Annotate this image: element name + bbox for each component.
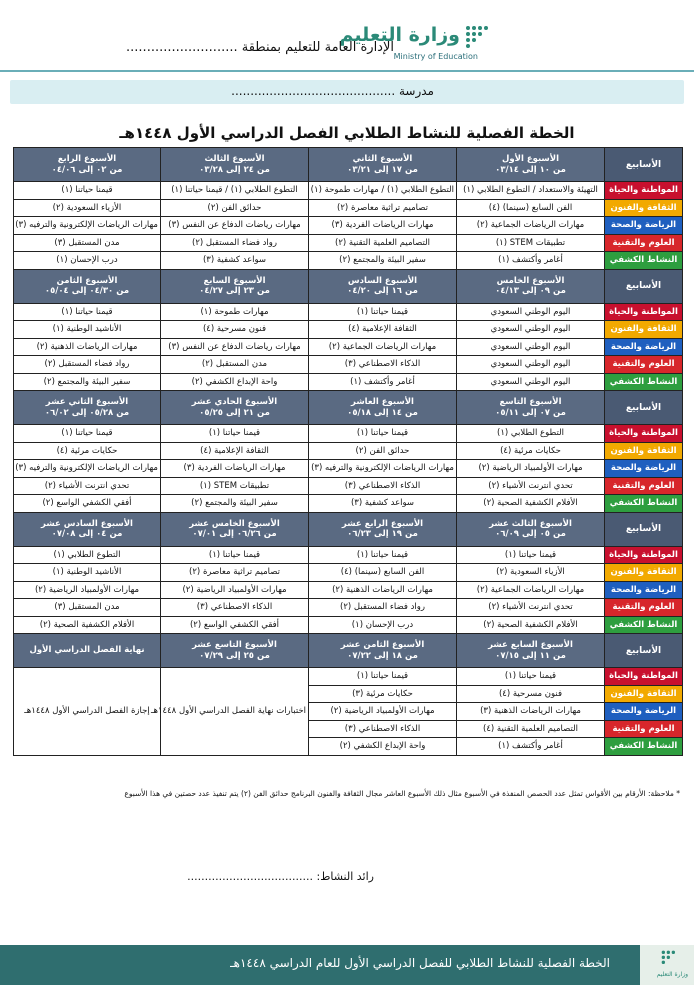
- table-row: [14, 425, 683, 443]
- activity-cell: مهارات الأولمبياد الرياضية (٢): [14, 581, 161, 599]
- week-name: الأسبوع الخامس عشر: [189, 518, 280, 529]
- activity-cell: قيمنا حياتنا (١): [309, 546, 457, 564]
- weeks-label: الأسابيع: [605, 391, 683, 425]
- footer-logo-icon: [660, 949, 680, 969]
- week-header-row: [14, 148, 683, 182]
- week-header: [161, 512, 309, 546]
- activity-cell: قيمنا حياتنا (١): [457, 546, 605, 564]
- activity-cell: أغامر وأكتشف (١): [309, 373, 457, 391]
- table-row: [14, 495, 683, 513]
- footer-text: الخطة الفصلية للنشاط الطلابي للفصل الدراسي الأول للعام الدراسي ١٤٤٨هـ: [230, 956, 610, 970]
- activity-cell: التصاميم العلمية التقنية (٢): [309, 234, 457, 252]
- activity-cell: حدائق الفن (٢): [161, 199, 309, 217]
- week-dates: من ١٠ إلى ٠٣/١٤: [495, 164, 566, 175]
- region-line: الإدارة العامة للتعليم بمنطقة ...........................: [126, 40, 394, 55]
- domain-label: الثقافة والفنون: [605, 199, 683, 217]
- activity-cell: مهارات الأولمبياد الرياضية (٢): [161, 581, 309, 599]
- domain-label: النشاط الكشفي: [605, 252, 683, 270]
- table-row: [14, 668, 683, 686]
- table-row: [14, 616, 683, 634]
- activity-cell: مهارات الرياضات الذهنية (٢): [309, 581, 457, 599]
- activity-cell: اليوم الوطني السعودي: [457, 303, 605, 321]
- week-name: الأسبوع الثاني عشر: [45, 397, 129, 408]
- week-dates: من ٢٣ إلى ٠٤/٢٧: [199, 286, 270, 296]
- week-name: الأسبوع التاسع عشر: [192, 640, 277, 651]
- activity-cell: مهارات طموحة (١): [161, 303, 309, 321]
- exams-cell: اختبارات نهاية الفصل الدراسي الأول ١٤٤٨هـ: [161, 668, 309, 756]
- ministry-logo-icon: [464, 24, 488, 48]
- activity-cell: رواد فضاء المستقبل (٢): [309, 599, 457, 617]
- week-header: [14, 269, 161, 303]
- activity-cell: سفير البيئة والمجتمع (٢): [309, 252, 457, 270]
- activity-cell: مدن المستقبل (٣): [14, 234, 161, 252]
- table-row: [14, 303, 683, 321]
- activity-cell: تصاميم تراثية معاصرة (٢): [161, 564, 309, 582]
- week-header: [14, 391, 161, 425]
- week-name: الأسبوع السادس: [347, 275, 418, 286]
- activity-cell: الفن السابع (سينما) (٤): [457, 199, 605, 217]
- week-dates: من ٠٧ إلى ٠٥/١١: [495, 407, 566, 418]
- table-row: [14, 356, 683, 374]
- page-title: الخطة الفصلية للنشاط الطلابي الفصل الدراسي الأول ١٤٤٨هـ: [119, 124, 575, 142]
- weeks-label: الأسابيع: [605, 634, 683, 668]
- activity-cell: تطبيقات STEM (١): [161, 477, 309, 495]
- table-row: [14, 234, 683, 252]
- school-name: مدرسة ...........................................: [231, 84, 434, 98]
- domain-label: الرياضة والصحة: [605, 460, 683, 478]
- week-name: الأسبوع السابع: [203, 275, 266, 286]
- activity-cell: مدن المستقبل (٢): [161, 356, 309, 374]
- activity-cell: الأفلام الكشفية الصحية (٢): [457, 495, 605, 513]
- week-dates: من ١٩ إلى ٠٦/٢٣: [347, 529, 418, 539]
- weeks-label: الأسابيع: [605, 148, 683, 182]
- week-name: الأسبوع الأول: [501, 154, 560, 165]
- activity-cell: درب الإحسان (١): [309, 616, 457, 634]
- week-name: الأسبوع الرابع عشر: [341, 518, 424, 529]
- activity-cell: مهارات الأولمبياد الرياضية (٢): [457, 460, 605, 478]
- domain-label: العلوم والتقنية: [605, 720, 683, 738]
- activity-cell: الأناشيد الوطنية (١): [14, 321, 161, 339]
- activity-cell: واحة الإبداع الكشفي (٢): [161, 373, 309, 391]
- table-row: [14, 581, 683, 599]
- week-dates: من ٠٩ إلى ٠٤/١٣: [495, 286, 566, 296]
- activity-cell: التطوع الطلابي (١) / قيمنا حياتنا (١): [161, 182, 309, 200]
- week-name: الأسبوع الرابع: [57, 154, 117, 165]
- school-bar: [10, 80, 684, 104]
- week-header-row: [14, 269, 683, 303]
- activity-cell: مهارات الأولمبياد الرياضية (٢): [309, 703, 457, 721]
- activity-cell: قيمنا حياتنا (١): [161, 546, 309, 564]
- activity-cell: مهارات الرياضات الجماعية (٢): [457, 581, 605, 599]
- activity-cell: مهارات الرياضات الفردية (٣): [309, 217, 457, 235]
- table-row: [14, 217, 683, 235]
- domain-label: النشاط الكشفي: [605, 495, 683, 513]
- week-header-row: [14, 512, 683, 546]
- activity-cell: سواعد كشفية (٣): [161, 252, 309, 270]
- table-row: [14, 321, 683, 339]
- activity-cell: الأزياء السعودية (٢): [457, 564, 605, 582]
- activity-cell: حكايات مرئية (٤): [14, 442, 161, 460]
- activity-cell: الفن السابع (سينما) (٤): [309, 564, 457, 582]
- activity-cell: الأناشيد الوطنية (١): [14, 564, 161, 582]
- table-row: [14, 252, 683, 270]
- domain-label: العلوم والتقنية: [605, 356, 683, 374]
- activity-cell: اليوم الوطني السعودي: [457, 356, 605, 374]
- week-header: [161, 148, 309, 182]
- activity-cell: تطبيقات STEM (١): [457, 234, 605, 252]
- activity-cell: الثقافة الإعلامية (٤): [161, 442, 309, 460]
- domain-label: النشاط الكشفي: [605, 616, 683, 634]
- week-header: [161, 634, 309, 668]
- activity-cell: الأفلام الكشفية الصحية (٢): [457, 616, 605, 634]
- week-name: الأسبوع السابع عشر: [488, 640, 573, 651]
- activity-cell: مهارات رياضات الدفاع عن النفس (٣): [161, 338, 309, 356]
- domain-label: العلوم والتقنية: [605, 234, 683, 252]
- activity-cell: حكايات مرئية (٣): [309, 685, 457, 703]
- activity-plan-table: [13, 147, 683, 756]
- domain-label: الثقافة والفنون: [605, 321, 683, 339]
- activity-cell: مهارات الرياضات الفردية (٣): [161, 460, 309, 478]
- activity-cell: الذكاء الاصطناعي (٣): [309, 356, 457, 374]
- week-name: الأسبوع الثاني: [352, 154, 413, 165]
- activity-cell: حكايات مرئية (٤): [457, 442, 605, 460]
- activity-cell: تحدي انترنت الأشياء (٢): [457, 477, 605, 495]
- ministry-logo: [339, 24, 488, 68]
- activity-cell: اليوم الوطني السعودي: [457, 321, 605, 339]
- activity-cell: التهيئة والاستعداد / التطوع الطلابي (١): [457, 182, 605, 200]
- domain-label: الثقافة والفنون: [605, 442, 683, 460]
- table-row: [14, 477, 683, 495]
- weeks-label: الأسابيع: [605, 512, 683, 546]
- activity-cell: مهارات الرياضات الإلكترونية والترفيه (٣): [309, 460, 457, 478]
- week-header: [309, 512, 457, 546]
- activity-cell: مهارات الرياضات الجماعية (٢): [457, 217, 605, 235]
- activity-cell: قيمنا حياتنا (١): [309, 425, 457, 443]
- holiday-cell: إجازة الفصل الدراسي الأول ١٤٤٨هـ: [14, 668, 161, 756]
- week-header: [14, 634, 161, 668]
- week-header: [309, 148, 457, 182]
- table-row: [14, 373, 683, 391]
- activity-leader-field: رائد النشاط: ....................................: [187, 870, 374, 883]
- activity-cell: قيمنا حياتنا (١): [14, 303, 161, 321]
- week-dates: من ١٨ إلى ٠٧/٢٢: [347, 650, 418, 661]
- domain-label: النشاط الكشفي: [605, 373, 683, 391]
- table-row: [14, 460, 683, 478]
- table-row: [14, 338, 683, 356]
- week-name: الأسبوع العاشر: [351, 397, 414, 408]
- ministry-name-ar: وزارة التعليم: [339, 24, 460, 46]
- week-name: الأسبوع السادس عشر: [41, 518, 133, 529]
- activity-cell: الذكاء الاصطناعي (٣): [309, 477, 457, 495]
- week-dates: من ١٧ إلى ٠٣/٢١: [347, 164, 418, 175]
- week-header: [457, 391, 605, 425]
- week-header: [457, 512, 605, 546]
- week-header: [14, 512, 161, 546]
- activity-cell: مدن المستقبل (٣): [14, 599, 161, 617]
- week-dates: من ٢١ إلى ٠٥/٢٥: [199, 407, 270, 418]
- activity-cell: اليوم الوطني السعودي: [457, 338, 605, 356]
- week-dates: من ١١ إلى ٠٧/١٥: [495, 650, 566, 661]
- activity-cell: أفقي الكشفي الواسع (٢): [161, 616, 309, 634]
- domain-label: الثقافة والفنون: [605, 564, 683, 582]
- week-dates: من ٠٤ إلى ٠٧/٠٨: [51, 529, 123, 539]
- footer-logo: [648, 949, 688, 981]
- activity-cell: فنون مسرحية (٤): [161, 321, 309, 339]
- activity-cell: قيمنا حياتنا (١): [309, 668, 457, 686]
- activity-cell: مهارات الرياضات الذهنية (٣): [457, 703, 605, 721]
- week-name: الأسبوع الثالث عشر: [489, 518, 572, 529]
- activity-cell: درب الإحسان (١): [14, 252, 161, 270]
- activity-cell: مهارات الرياضات الجماعية (٢): [309, 338, 457, 356]
- activity-cell: رواد فضاء المستقبل (٢): [14, 356, 161, 374]
- activity-cell: قيمنا حياتنا (١): [161, 425, 309, 443]
- activity-cell: أغامر وأكتشف (١): [457, 738, 605, 756]
- table-row: [14, 546, 683, 564]
- week-dates: من ١٤ إلى ٠٥/١٨: [347, 407, 418, 418]
- page-header: [0, 0, 694, 112]
- activity-cell: تحدي انترنت الأشياء (٢): [457, 599, 605, 617]
- week-header: [14, 148, 161, 182]
- week-header-row: [14, 391, 683, 425]
- activity-cell: فنون مسرحية (٤): [457, 685, 605, 703]
- activity-cell: التطوع الطلابي (١): [14, 546, 161, 564]
- ministry-name-en: Ministry of Education: [393, 52, 478, 61]
- week-header: [309, 269, 457, 303]
- table-row: [14, 442, 683, 460]
- week-name: الأسبوع الثالث: [204, 154, 265, 165]
- week-dates: من ٠٥ إلى ٠٦/٠٩: [495, 529, 566, 539]
- footer-band: [0, 945, 640, 985]
- activity-cell: مهارات الرياضات الإلكترونية والترفيه (٣): [14, 460, 161, 478]
- activity-cell: اليوم الوطني السعودي: [457, 373, 605, 391]
- domain-label: المواطنة والحياة: [605, 303, 683, 321]
- week-header: [457, 269, 605, 303]
- week-name: الأسبوع الخامس: [496, 275, 565, 286]
- week-name: الأسبوع الثامن عشر: [340, 640, 425, 651]
- domain-label: الرياضة والصحة: [605, 217, 683, 235]
- activity-cell: حدائق الفن (٢): [309, 442, 457, 460]
- page-footer: [0, 945, 694, 985]
- activity-cell: التطوع الطلابي (١) / مهارات طموحة (١): [309, 182, 457, 200]
- week-header: [309, 634, 457, 668]
- activity-cell: الأزياء السعودية (٢): [14, 199, 161, 217]
- domain-label: العلوم والتقنية: [605, 599, 683, 617]
- activity-cell: سفير البيئة والمجتمع (٢): [161, 495, 309, 513]
- activity-cell: أغامر وأكتشف (١): [457, 252, 605, 270]
- activity-cell: مهارات الرياضات الذهنية (٢): [14, 338, 161, 356]
- activity-cell: مهارات الرياضات الإلكترونية والترفيه (٣): [14, 217, 161, 235]
- activity-cell: التصاميم العلمية التقنية (٤): [457, 720, 605, 738]
- week-header: [457, 634, 605, 668]
- week-header: [457, 148, 605, 182]
- domain-label: العلوم والتقنية: [605, 477, 683, 495]
- week-dates: من ٠٥/٢٨ إلى ٠٦/٠٢: [44, 407, 130, 418]
- week-name: الأسبوع الحادي عشر: [191, 397, 278, 408]
- domain-label: الثقافة والفنون: [605, 685, 683, 703]
- activity-cell: قيمنا حياتنا (١): [309, 303, 457, 321]
- domain-label: المواطنة والحياة: [605, 546, 683, 564]
- domain-label: الرياضة والصحة: [605, 581, 683, 599]
- activity-cell: أفقي الكشفي الواسع (٢): [14, 495, 161, 513]
- week-dates: من ٠٢ إلى ٠٤/٠٦: [51, 164, 123, 175]
- activity-cell: الذكاء الاصطناعي (٣): [161, 599, 309, 617]
- activity-cell: رواد فضاء المستقبل (٢): [161, 234, 309, 252]
- week-header: [161, 269, 309, 303]
- week-dates: من ٠٦/٢٦ إلى ٠٧/٠١: [192, 529, 277, 539]
- activity-cell: سواعد كشفية (٣): [309, 495, 457, 513]
- table-row: [14, 564, 683, 582]
- week-dates: من ٠٤/٣٠ إلى ٠٥/٠٤: [44, 286, 130, 296]
- activity-cell: تحدي انترنت الأشياء (٢): [14, 477, 161, 495]
- activity-cell: التطوع الطلابي (١): [457, 425, 605, 443]
- week-dates: من ١٦ إلى ٠٤/٢٠: [347, 286, 418, 296]
- domain-label: الرياضة والصحة: [605, 703, 683, 721]
- week-dates: من ٢٤ إلى ٠٣/٢٨: [199, 164, 270, 175]
- table-row: [14, 182, 683, 200]
- week-header: [161, 391, 309, 425]
- note-text: * ملاحظة: الأرقام بين الأقواس تمثل عدد الحصص المنفذة في الأسبوع مثال ذلك الأسبوع العاشر مجال الثقافة والفنون البرنامج حدائق الفن (٢) يتم تنفيذ عدد حصتين في هذا الأسبوع: [124, 789, 680, 798]
- footer-logo-text: وزارة التعليم: [656, 971, 688, 978]
- activity-cell: قيمنا حياتنا (١): [457, 668, 605, 686]
- table-row: [14, 199, 683, 217]
- header-divider: [0, 70, 694, 72]
- domain-label: الرياضة والصحة: [605, 338, 683, 356]
- table-row: [14, 599, 683, 617]
- week-header: [309, 391, 457, 425]
- activity-cell: الأفلام الكشفية الصحية (٢): [14, 616, 161, 634]
- week-name: الأسبوع التاسع: [499, 397, 562, 408]
- activity-cell: واحة الإبداع الكشفي (٢): [309, 738, 457, 756]
- activity-cell: تصاميم تراثية معاصرة (٢): [309, 199, 457, 217]
- activity-cell: قيمنا حياتنا (١): [14, 425, 161, 443]
- domain-label: النشاط الكشفي: [605, 738, 683, 756]
- weeks-label: الأسابيع: [605, 269, 683, 303]
- week-name: نهاية الفصل الدراسي الأول: [29, 645, 145, 656]
- note: [20, 788, 680, 800]
- domain-label: المواطنة والحياة: [605, 182, 683, 200]
- domain-label: المواطنة والحياة: [605, 425, 683, 443]
- activity-cell: مهارات رياضات الدفاع عن النفس (٣): [161, 217, 309, 235]
- activity-cell: الذكاء الاصطناعي (٣): [309, 720, 457, 738]
- week-header-row: [14, 634, 683, 668]
- activity-cell: سفير البيئة والمجتمع (٢): [14, 373, 161, 391]
- activity-cell: الثقافة الإعلامية (٤): [309, 321, 457, 339]
- week-dates: من ٢٥ إلى ٠٧/٢٩: [199, 650, 270, 661]
- week-name: الأسبوع الثامن: [56, 275, 118, 286]
- domain-label: المواطنة والحياة: [605, 668, 683, 686]
- activity-cell: قيمنا حياتنا (١): [14, 182, 161, 200]
